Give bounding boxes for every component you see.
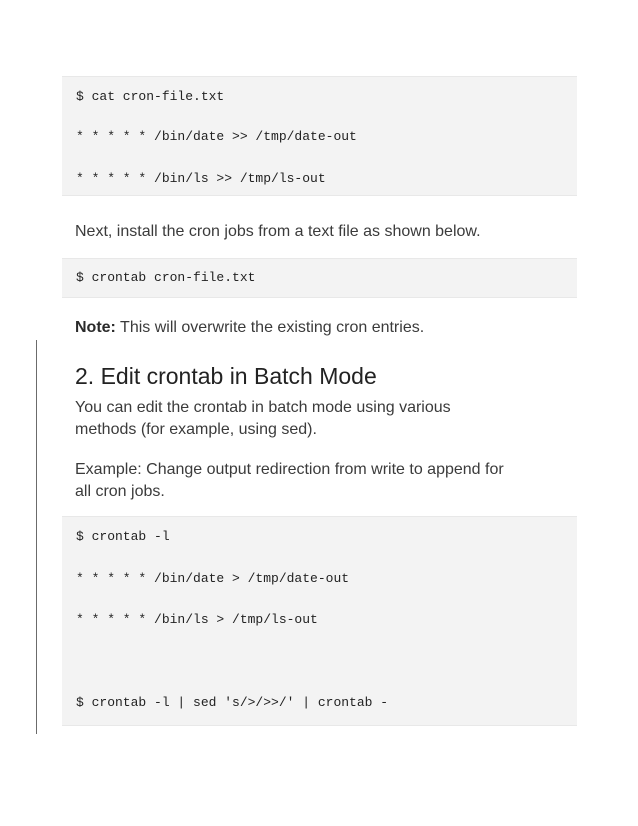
code-line-date-job-write: * * * * * /bin/date > /tmp/date-out [76, 571, 350, 586]
code-line-crontab-file: $ crontab cron-file.txt [76, 270, 256, 285]
note-label: Note: [75, 319, 116, 336]
note-text: This will overwrite the existing cron entries. [115, 319, 425, 336]
code-line-ls-job-write: * * * * * /bin/ls > /tmp/ls-out [76, 612, 318, 627]
paragraph-batch-mode-line-1: You can edit the crontab in batch mode using various [75, 399, 451, 416]
code-block-batch-edit [62, 516, 577, 726]
paragraph-example-line-1: Example: Change output redirection from write to append for [75, 461, 504, 478]
code-line-sed-pipeline: $ crontab -l | sed 's/>/>>/' | crontab - [76, 695, 389, 710]
code-block-crontab-install [62, 258, 577, 298]
code-line-date-job: * * * * * /bin/date >> /tmp/date-out [76, 129, 357, 144]
paragraph-example-line-2: all cron jobs. [75, 483, 165, 500]
code-line-cat-command: $ cat cron-file.txt [76, 89, 225, 104]
section-heading: 2. Edit crontab in Batch Mode [75, 363, 377, 389]
code-block-cron-file [62, 76, 577, 196]
code-line-ls-job: * * * * * /bin/ls >> /tmp/ls-out [76, 171, 326, 186]
margin-change-bar [36, 340, 37, 734]
paragraph-batch-mode-line-2: methods (for example, using sed). [75, 421, 317, 438]
code-line-crontab-list: $ crontab -l [76, 529, 170, 544]
paragraph-install-instructions: Next, install the cron jobs from a text file as shown below. [75, 223, 481, 240]
note-paragraph [75, 317, 424, 338]
